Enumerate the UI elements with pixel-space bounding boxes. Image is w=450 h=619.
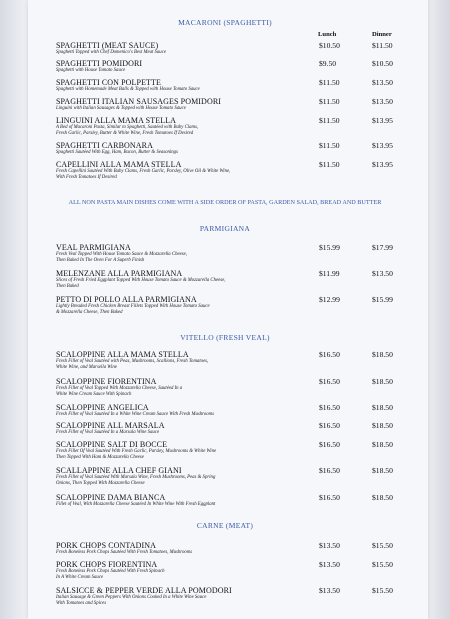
item-price-lunch: $13.50 — [319, 541, 340, 550]
item-price-dinner: $15.50 — [372, 541, 393, 550]
item-name: SALSICCE & PEPPER VERDE ALLA POMODORI — [56, 586, 232, 595]
item-name: SCALOPPINE ALL MARSALA — [56, 421, 165, 430]
item-price-lunch: $12.99 — [319, 295, 340, 304]
item-description: Fresh Fillet of Veal Topped With Mozzarella Cheese, Sautéed In a White Wine Cream Sauce With Spinach — [56, 386, 183, 397]
item-price-lunch: $13.50 — [319, 560, 340, 569]
item-name: SPAGHETTI (MEAT SAUCE) — [56, 41, 159, 50]
item-price-lunch: $16.50 — [319, 350, 340, 359]
item-description: Spaghetti Sautéed With Egg, Ham, Bacon, Butter & Seasonings — [56, 150, 178, 155]
item-name: LINGUINI ALLA MAMA STELLA — [56, 116, 177, 125]
item-name: SPAGHETTI POMIDORI — [56, 59, 143, 68]
item-price-lunch: $11.50 — [319, 141, 340, 150]
item-price-dinner: $18.50 — [372, 377, 393, 386]
item-price-dinner: $13.95 — [372, 116, 393, 125]
item-description: Italian Sausage & Green Peppers With Onions Cooked In a White Wine Sauce With Tomatoes and Spices — [56, 595, 207, 606]
item-description: Fresh Boneless Pork Chops Sautéed With Fresh Spinach In A White Cream Sauce — [56, 569, 165, 580]
item-price-lunch: $11.50 — [319, 78, 340, 87]
item-description: Spaghetti with House Tomato Sauce — [56, 68, 126, 73]
item-price-dinner: $18.50 — [372, 350, 393, 359]
item-description: Slices of Fresh Fried Eggplant Topped With House Tomato Sauce & Mozzarella Cheese, Then Baked — [56, 278, 226, 289]
item-price-dinner: $10.50 — [372, 59, 393, 68]
side-order-note: ALL NON PASTA MAIN DISHES COME WITH A SIDE ORDER OF PASTA, GARDEN SALAD, BREAD AND BUTTER — [68, 199, 382, 206]
item-name: SPAGHETTI ITALIAN SAUSAGES POMIDORI — [56, 97, 222, 106]
item-price-dinner: $18.50 — [372, 493, 393, 502]
item-description: Fillet of Veal, With Mozzarella Cheese Sautéed In White Wine With Fresh Eggplant — [56, 502, 216, 507]
item-description: Spaghetti Topped with Chef Domenico's Best Meat Sauce — [56, 50, 166, 55]
item-name: SCALOPPINE FIORENTINA — [56, 377, 157, 386]
item-price-lunch: $11.50 — [319, 116, 340, 125]
item-description: Lightly Breaded Fresh Chicken Breast Fillets Topped With House Tomato Sauce & Mozzarella Cheese, Then Baked — [56, 304, 210, 315]
item-price-lunch: $11.99 — [319, 269, 340, 278]
item-price-dinner: $13.95 — [372, 160, 393, 169]
item-price-lunch: $16.50 — [319, 377, 340, 386]
section-title-macaroni: MACARONI (SPAGHETTI) — [178, 18, 272, 27]
item-price-lunch: $11.50 — [319, 160, 340, 169]
item-price-lunch: $13.50 — [319, 586, 340, 595]
item-name: SPAGHETTI CARBONARA — [56, 141, 153, 150]
item-price-dinner: $17.99 — [372, 243, 393, 252]
item-price-lunch: $10.50 — [319, 41, 340, 50]
item-price-dinner: $13.50 — [372, 97, 393, 106]
item-description: Fresh Fillet of Veal Sautéed With Marsala Wine, Fresh Mushrooms, Peas & Spring Onions, Then Topped With Mozzarella Cheese — [56, 475, 216, 486]
lunch-column-header: Lunch — [318, 31, 337, 38]
item-description: Fresh Fillet Of Veal Sautéed With Fresh Garlic, Parsley, Mushrooms & White Wine Then Topped With Ham & Mozzarella Cheese — [56, 449, 217, 460]
item-description: Fresh Fillet of Veal Sautéed with Peas, Mushrooms, Scallions, Fresh Tomatoes, White Wine, and Marsella Wine — [56, 359, 209, 370]
item-description: Fresh Veal Topped With House Tomato Sauce & Mozzarella Cheese, Then Baked In The Oven For A Superb Finish — [56, 252, 187, 263]
item-price-lunch: $16.50 — [319, 421, 340, 430]
item-price-dinner: $11.50 — [372, 41, 393, 50]
item-price-lunch: $16.50 — [319, 440, 340, 449]
section-title-parmigiana: PARMIGIANA — [199, 224, 251, 233]
section-title-carne: CARNE (MEAT) — [196, 521, 254, 530]
item-price-dinner: $18.50 — [372, 466, 393, 475]
item-price-lunch: $16.50 — [319, 403, 340, 412]
item-name: SCALOPPINE SALT DI BOCCE — [56, 440, 168, 449]
item-description: Fresh Fillet of Veal Sautéed In a White Wine Cream Sauce With Fresh Mushrooms — [56, 412, 214, 417]
item-price-dinner: $15.50 — [372, 560, 393, 569]
item-price-lunch: $11.50 — [319, 97, 340, 106]
item-price-dinner: $15.50 — [372, 586, 393, 595]
item-name: CAPELLINI ALLA MAMA STELLA — [56, 160, 182, 169]
item-description: Fresh Fillet of Veal Sautéed In a Marsala Wine Sauce — [56, 430, 160, 435]
item-price-dinner: $18.50 — [372, 421, 393, 430]
item-name: VEAL PARMIGIANA — [56, 243, 131, 252]
item-price-lunch: $16.50 — [319, 466, 340, 475]
section-title-vitello: VITELLO (FRESH VEAL) — [180, 333, 270, 342]
item-price-lunch: $16.50 — [319, 493, 340, 502]
item-description: Spaghetti with Homemade Meat Balls & Topped with House Tomato Sauce — [56, 87, 200, 92]
item-price-dinner: $13.95 — [372, 141, 393, 150]
item-name: SCALOPPINE ALLA MAMA STELLA — [56, 350, 189, 359]
item-name: SPAGHETTI CON POLPETTE — [56, 78, 162, 87]
item-name: MELENZANE ALLA PARMIGIANA — [56, 269, 183, 278]
item-description: Linguini with Italian Sausages & Topped with House Tomato Sauce — [56, 106, 186, 111]
item-price-lunch: $15.99 — [319, 243, 340, 252]
item-name: SCALOPPINE ANGELICA — [56, 403, 149, 412]
item-name: PORK CHOPS CONTADINA — [56, 541, 157, 550]
item-price-dinner: $18.50 — [372, 440, 393, 449]
item-name: SCALLAPPINE ALLA CHEF GIANI — [56, 466, 182, 475]
item-description: A Bed of Macaroni Pasta, Similar to Spaghetti, Sautéed with Baby Clams, Fresh Garlic, Parsley, Butter & White Wine, Fresh Tomatoes If Desired — [56, 125, 199, 136]
item-name: SCALOPPINE DAMA BIANCA — [56, 493, 166, 502]
item-name: PETTO DI POLLO ALLA PARMIGIANA — [56, 295, 197, 304]
item-price-dinner: $13.50 — [372, 78, 393, 87]
item-price-dinner: $18.50 — [372, 403, 393, 412]
item-price-dinner: $13.50 — [372, 269, 393, 278]
item-price-lunch: $9.50 — [319, 59, 337, 68]
item-name: PORK CHOPS FIORENTINA — [56, 560, 158, 569]
item-description: Fresh Boneless Pork Chops Sautéed With Fresh Tomatoes, Mushrooms — [56, 550, 193, 555]
item-description: Fresh Capellini Sautéed With Baby Clams, Fresh Garlic, Parsley, Olive Oil & White Wine, With Fresh Tomatoes If Desired — [56, 169, 231, 180]
item-price-dinner: $15.99 — [372, 295, 393, 304]
dinner-column-header: Dinner — [372, 31, 392, 38]
